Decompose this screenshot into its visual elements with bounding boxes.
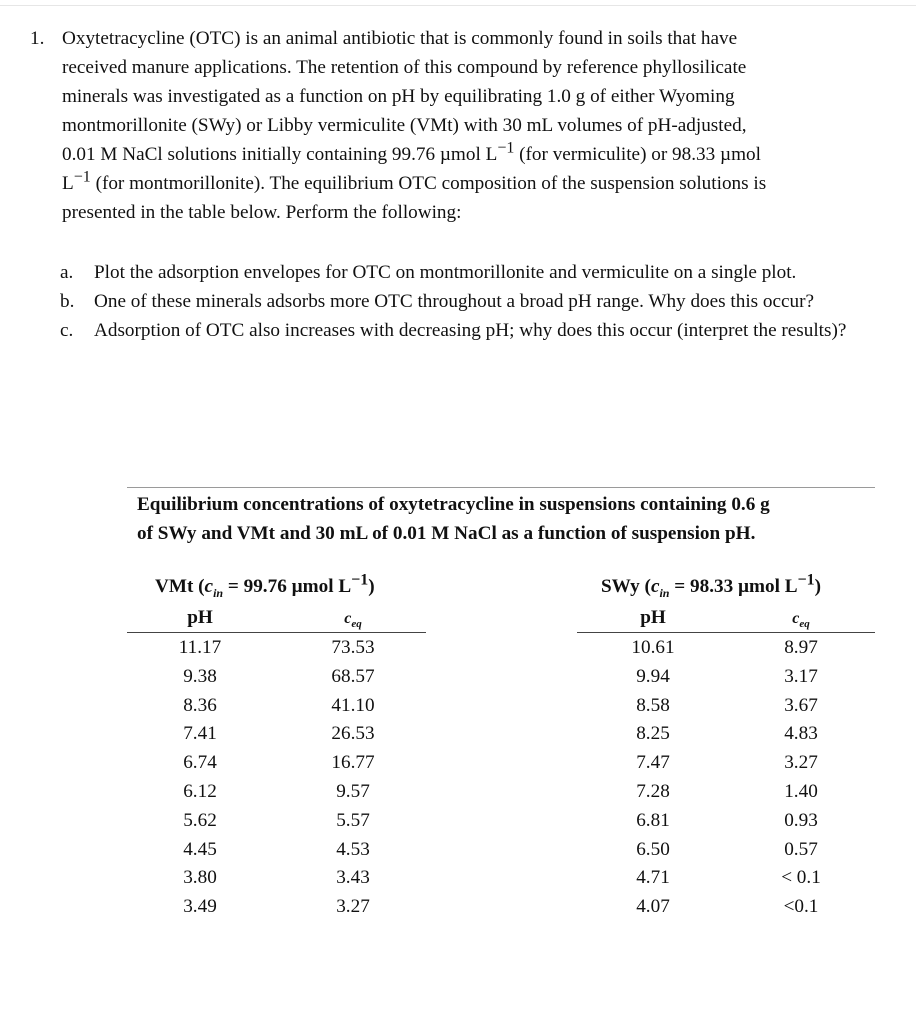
table-cell: 4.71 [636, 867, 670, 889]
part-text: Adsorption of OTC also increases with decreasing pH; why does this occur (interpret the results)? [94, 320, 847, 341]
question-line: Oxytetracycline (OTC) is an animal antibiotic that is commonly found in soils that have [62, 28, 738, 49]
part-label: b. [60, 291, 75, 312]
table-cell: 3.43 [336, 867, 370, 889]
question-line: $L^{-1}$ (for montmorillonite). The equilibrium OTC composition of the suspension solutions is [62, 168, 767, 194]
question-line: minerals was investigated as a function on pH by equilibrating 1.0 g of either Wyoming [62, 86, 735, 107]
question-line: montmorillonite (SWy) or Libby vermiculite (VMt) with 30 mL volumes of pH-adjusted, [62, 115, 747, 136]
table-cell: 8.97 [784, 637, 818, 658]
swy-header-rule [577, 632, 875, 633]
superscript: −1 [497, 139, 515, 157]
table-cell: 4.53 [336, 838, 370, 860]
question-parts [60, 258, 890, 345]
table-cell: 0.57 [784, 838, 818, 860]
table-caption: Equilibrium concentrations of oxytetracycline in suspensions containing 0.6 g of SWy and VMt and 30 mL of 0.01 M NaCl as a function of suspension pH. [137, 494, 770, 544]
superscript: −1 [73, 168, 91, 186]
table-cell: 1.40 [784, 780, 818, 802]
table-cell: 73.53 [331, 637, 375, 658]
table-cell: 3.67 [784, 694, 818, 716]
question-line: presented in the table below. Perform the following: [62, 202, 462, 223]
table-cell: 8.58 [636, 694, 670, 716]
table-cell: 3.27 [336, 896, 370, 918]
table-cell: 16.77 [331, 752, 375, 774]
part-label: c. [60, 320, 74, 341]
part-text: One of these minerals adsorbs more OTC throughout a broad pH range. Why does this occur? [94, 291, 815, 312]
top-divider [0, 5, 916, 6]
table-cell: 7.47 [636, 752, 670, 774]
table-cell: 4.45 [183, 838, 217, 860]
part-b [60, 287, 890, 316]
question-line: received manure applications. The retention of this compound by reference phyllosilicate [62, 57, 747, 78]
table-cell: 3.17 [784, 665, 818, 687]
question-number: 1. [30, 28, 45, 49]
table-cell: 9.94 [636, 665, 670, 687]
table-cell: 8.25 [636, 723, 670, 745]
table-cell: 6.12 [183, 780, 217, 802]
table-cell: 5.62 [183, 809, 217, 831]
table-cell: 11.17 [178, 637, 222, 658]
table-cell: 5.57 [336, 809, 370, 831]
question-line: 0.01 M NaCl solutions initially containing 99.76 µmol $L^{-1}$ (for vermiculite) or 98.33 µmol [62, 139, 761, 165]
table-cell: 41.10 [331, 694, 375, 716]
part-label: a. [60, 262, 74, 283]
table-cell: 6.81 [636, 809, 670, 831]
table-cell: <0.1 [783, 896, 819, 918]
table-cell: 68.57 [331, 665, 375, 687]
table-top-rule [127, 487, 875, 488]
part-c [60, 316, 890, 345]
table-cell: 9.57 [336, 780, 370, 802]
table-cell: 4.07 [636, 896, 670, 918]
table-cell: 10.61 [631, 637, 675, 658]
vmt-ph-column [140, 634, 260, 922]
vmt-group-title: VMt ($c_{in} = 99.76$ µmol $L^{-1}$) [155, 571, 375, 600]
table-cell: 8.36 [183, 694, 217, 716]
table-cell: 6.74 [183, 752, 217, 774]
table-cell: 0.93 [784, 809, 818, 831]
table-cell: 9.38 [183, 665, 217, 687]
table-cell: 3.49 [183, 896, 217, 918]
vmt-header-rule [127, 632, 426, 633]
part-text: Plot the adsorption envelopes for OTC on montmorillonite and vermiculite on a single plot. [94, 262, 797, 283]
table-cell: 7.28 [636, 780, 670, 802]
vmt-ceq-column [293, 634, 413, 922]
swy-ceq-header: $c_{eq}$ [792, 610, 810, 631]
table-cell: 4.83 [784, 723, 818, 745]
swy-ph-header: pH [640, 607, 666, 628]
swy-ph-column [593, 634, 713, 922]
part-a [60, 258, 890, 287]
table-cell: 26.53 [331, 723, 375, 745]
vmt-ph-header: pH [187, 607, 213, 628]
table-cell: 3.27 [784, 752, 818, 774]
vmt-ceq-header: $c_{eq}$ [344, 610, 362, 631]
swy-ceq-column [741, 634, 861, 922]
table-cell: 7.41 [183, 723, 217, 745]
table-cell: 3.80 [183, 867, 217, 889]
table-cell: 6.50 [636, 838, 670, 860]
table-cell: < 0.1 [781, 867, 821, 889]
swy-group-title: SWy ($c_{in} = 98.33$ µmol $L^{-1}$) [601, 571, 822, 600]
question-text [62, 24, 892, 227]
